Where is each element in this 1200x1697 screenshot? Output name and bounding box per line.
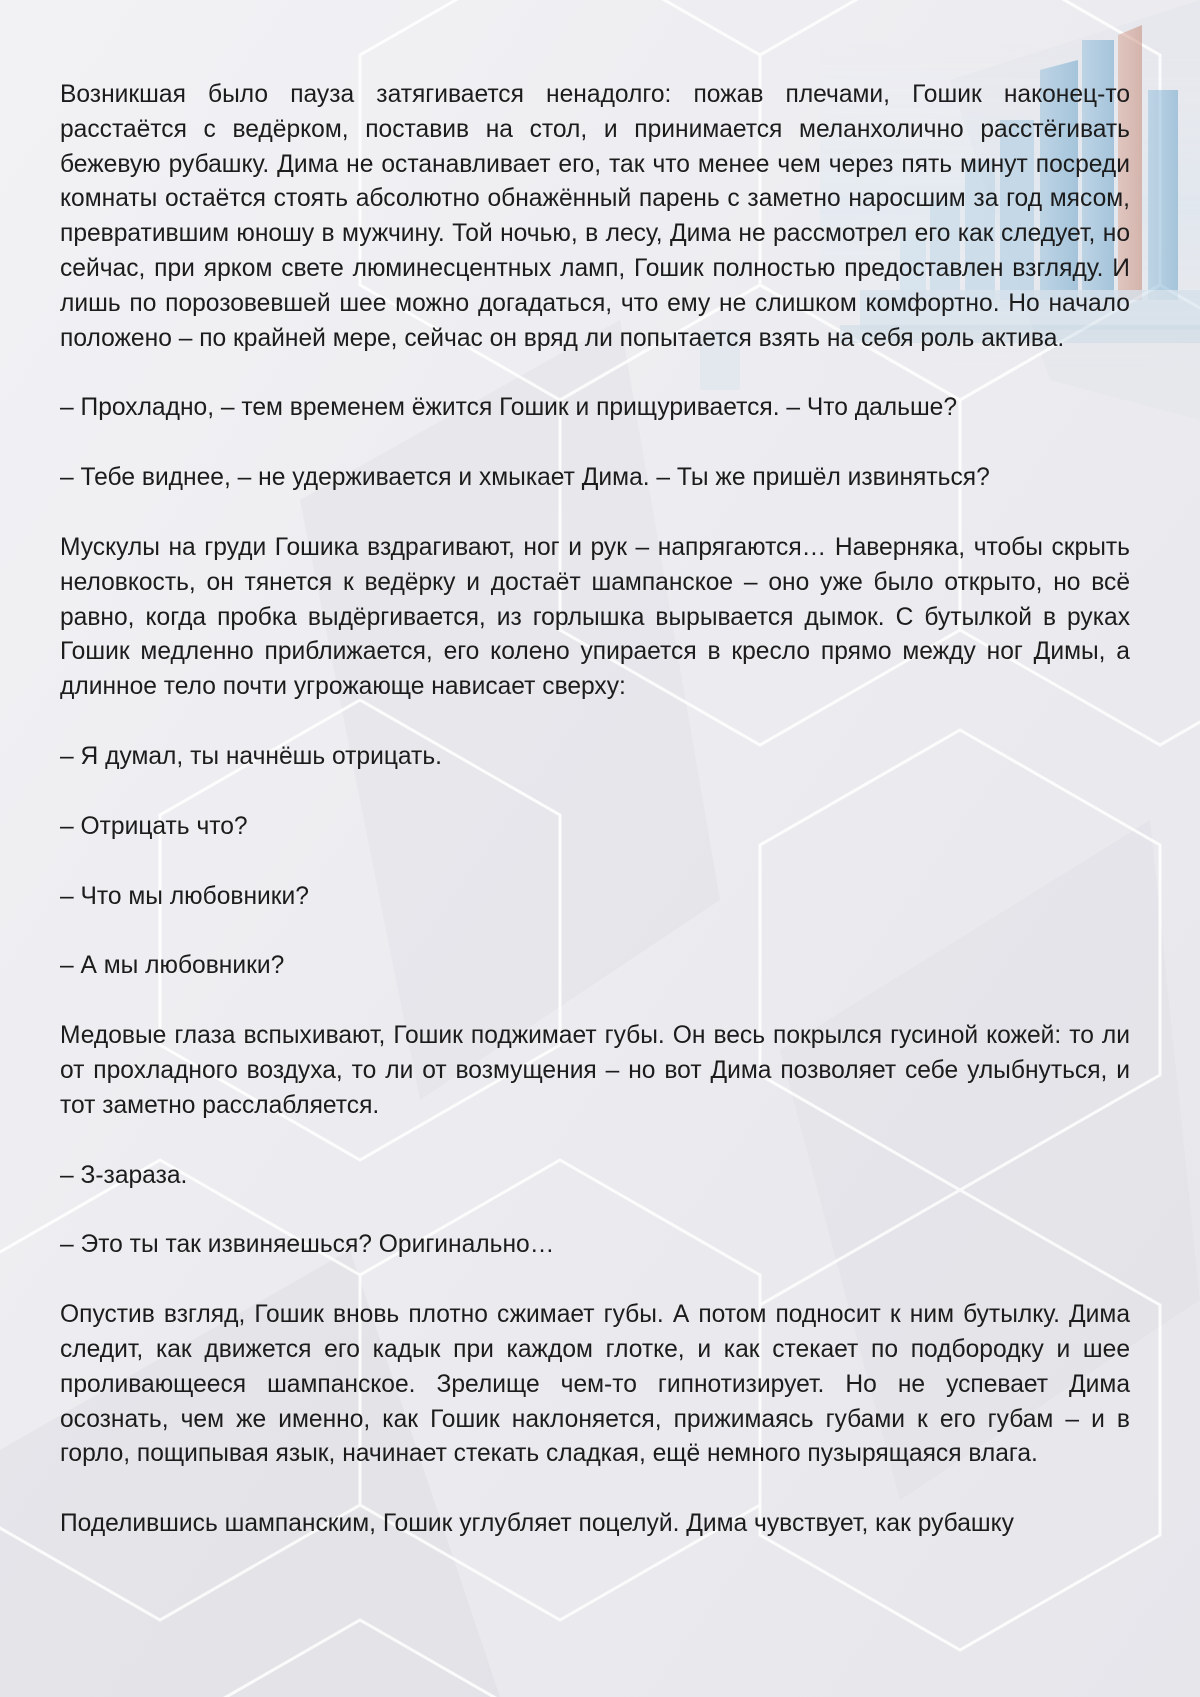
paragraph-narration-1: Возникшая было пауза затягивается ненадолго: пожав плечами, Гошик наконец-то расстаётся с ведёрком, поставив на стол, и принимается меланхолично расстёгивать бежевую рубашку. Дима не останавливает его, так что менее чем через пять минут посреди комнаты остаётся стоять абсолютно обнажённый парень с заметно наросшим за год мясом, превратившим юношу в мужчину. Той ночью, в лесу, Дима не рассмотрел его как следует, но сейчас, при ярком свете люминесцентных ламп, Гошик полностью предоставлен взгляду. И лишь по порозовевшей шее можно догадаться, что ему не слишком комфортно. Но начало положено – по крайней мере, сейчас он вряд ли попытается взять на себя роль актива.: [60, 81, 1130, 352]
paragraph-dialogue-7: – З-зараза.: [60, 1161, 188, 1189]
paragraph-narration-2: Мускулы на груди Гошика вздрагивают, ног и рук – напрягаются… Наверняка, чтобы скрыть неловкость, он тянется к ведёрку и достаёт шампанское – оно уже было открыто, но всё равно, когда пробка выдёргивается, из горлышка вырывается дымок. С бутылкой в руках Гошик медленно приближается, его колено упирается в кресло прямо между ног Димы, а длинное тело почти угрожающе нависает сверху:: [60, 533, 1130, 701]
document-body: [60, 78, 1130, 1542]
paragraph-dialogue-4: – Отрицать что?: [60, 812, 248, 840]
paragraph-dialogue-2: – Тебе виднее, – не удерживается и хмыкает Дима. – Ты же пришёл извиняться?: [60, 464, 990, 492]
paragraph-dialogue-8: – Это ты так извиняешься? Оригинально…: [60, 1231, 555, 1259]
paragraph-narration-5: Поделившись шампанским, Гошик углубляет поцелуй. Дима чувствует, как рубашку: [60, 1510, 1014, 1538]
paragraph-dialogue-3: – Я думал, ты начнёшь отрицать.: [60, 742, 442, 770]
paragraph-narration-3: Медовые глаза вспыхивают, Гошик поджимает губы. Он весь покрылся гусиной кожей: то ли от прохладного воздуха, то ли от возмущения – но вот Дима позволяет себе улыбнуться, и тот заметно расслабляется.: [60, 1022, 1130, 1119]
paragraph-dialogue-5: – Что мы любовники?: [60, 882, 309, 910]
paragraph-narration-4: Опустив взгляд, Гошик вновь плотно сжимает губы. А потом подносит к ним бутылку. Дима следит, как движется его кадык при каждом глотке, и как стекает по подбородку и шее проливающееся шампанское. Зрелище чем-то гипнотизирует. Но не успевает Дима осознать, чем же именно, как Гошик наклоняется, прижимаясь губами к его губам – и в горло, пощипывая язык, начинает стекать сладкая, ещё немного пузырящаяся влага.: [60, 1301, 1130, 1468]
paragraph-dialogue-1: – Прохладно, – тем временем ёжится Гошик и прищуривается. – Что дальше?: [60, 394, 958, 422]
paragraph-dialogue-6: – А мы любовники?: [60, 952, 285, 980]
